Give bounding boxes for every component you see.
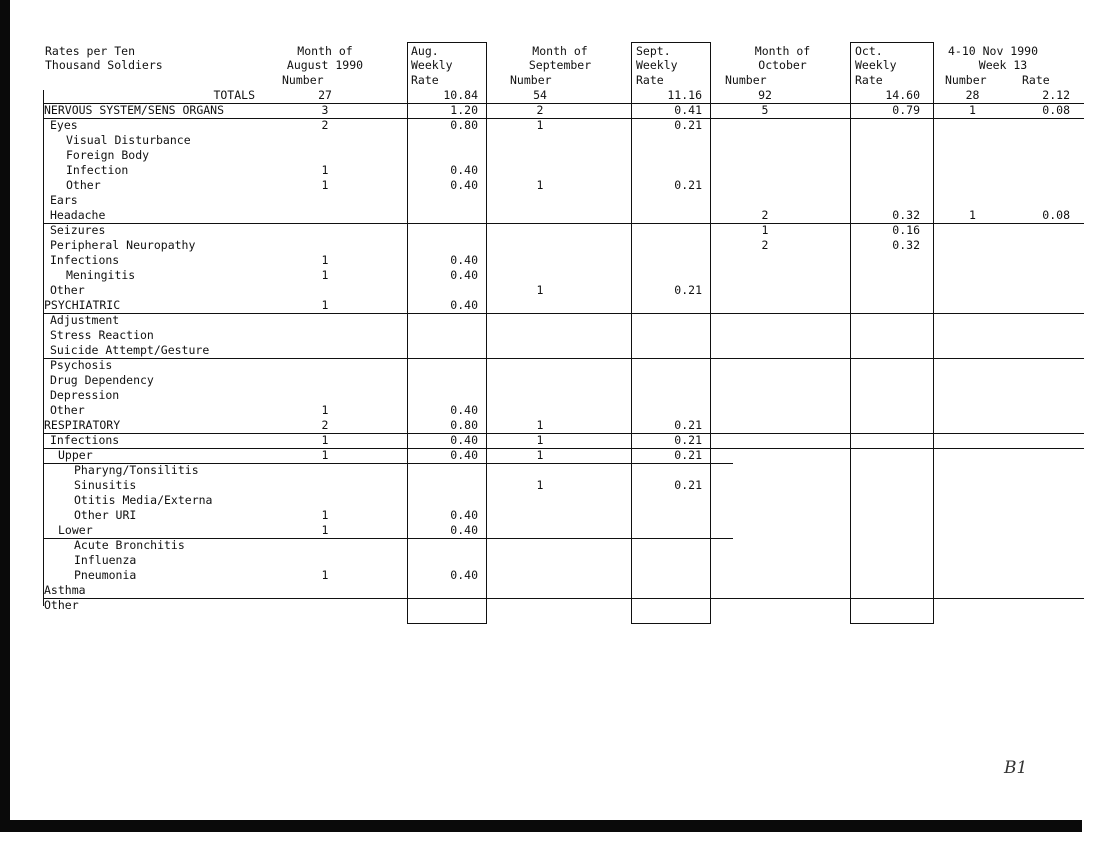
cell-aug-rate: 0.80 [450, 118, 478, 132]
sep-number-heading-2: September [528, 58, 592, 72]
aug-number-heading-1: Month of [297, 44, 353, 58]
row-label: Depression [50, 388, 120, 402]
cell-aug-num: 1 [321, 403, 329, 417]
cell-oct-rate: 0.16 [892, 223, 920, 237]
cell-aug-rate: 0.40 [450, 448, 478, 462]
nov-total-rate: 2.12 [1042, 88, 1070, 102]
sep-total-rate: 11.16 [667, 88, 702, 102]
cell-aug-rate: 0.40 [450, 508, 478, 522]
cell-sep-rate: 0.21 [674, 478, 702, 492]
table-row [0, 538, 1094, 553]
cell-oct-num: 2 [761, 238, 769, 252]
cell-sep-rate: 0.21 [674, 448, 702, 462]
table-row [0, 238, 1094, 253]
cell-sep-num: 1 [536, 448, 544, 462]
oct-total-rate: 14.60 [885, 88, 920, 102]
cell-oct-num: 2 [761, 208, 769, 222]
cell-oct-rate: 0.32 [892, 208, 920, 222]
row-label: Pneumonia [74, 568, 137, 582]
table-row [0, 508, 1094, 523]
aug-rate-heading-2: Weekly [411, 58, 453, 72]
sep-total-number: 54 [533, 88, 547, 102]
row-label: Other [44, 598, 79, 612]
table-row [0, 193, 1094, 208]
row-label: Stress Reaction [50, 328, 154, 342]
cell-aug-num: 1 [321, 433, 329, 447]
row-label: RESPIRATORY [44, 418, 121, 432]
nov-rate-heading: Rate [1022, 73, 1050, 87]
cell-aug-rate: 0.40 [450, 433, 478, 447]
row-label: Influenza [74, 553, 137, 567]
row-label: Other [50, 283, 85, 297]
aug-number-heading-2: August 1990 [286, 58, 364, 72]
cell-aug-num: 1 [321, 568, 329, 582]
table-row [0, 523, 1094, 538]
table-row [0, 163, 1094, 178]
row-label: Drug Dependency [50, 373, 154, 387]
cell-sep-rate: 0.21 [674, 418, 702, 432]
table-row [0, 478, 1094, 493]
table-row [0, 373, 1094, 388]
row-label: NERVOUS SYSTEM/SENS ORGANS [44, 103, 225, 117]
row-label: Meningitis [66, 268, 136, 282]
cell-oct-num: 1 [761, 223, 769, 237]
cell-aug-num: 1 [321, 268, 329, 282]
table-row [0, 583, 1094, 598]
row-label: Other URI [74, 508, 137, 522]
row-label: Foreign Body [66, 148, 150, 162]
cell-oct-num: 5 [761, 103, 769, 117]
cell-aug-rate: 0.40 [450, 523, 478, 537]
oct-number-heading-3: Number [725, 73, 767, 87]
table-row [0, 448, 1094, 463]
cell-aug-rate: 0.40 [450, 163, 478, 177]
table-row [0, 103, 1094, 118]
table-row [0, 403, 1094, 418]
row-label: Infections [50, 433, 120, 447]
table-row [0, 463, 1094, 478]
cell-nov-rate: 0.08 [1042, 103, 1070, 117]
table-row [0, 328, 1094, 343]
cell-aug-num: 1 [321, 163, 329, 177]
nov-total-number: 28 [965, 88, 980, 102]
row-label: Upper [58, 448, 93, 462]
cell-aug-rate: 0.40 [450, 178, 478, 192]
cell-aug-rate: 0.80 [450, 418, 478, 432]
table-row [0, 493, 1094, 508]
row-label: Otitis Media/Externa [74, 493, 213, 507]
cell-sep-num: 1 [536, 178, 544, 192]
table-row [0, 283, 1094, 298]
cell-sep-rate: 0.21 [674, 178, 702, 192]
row-label: Other [50, 403, 85, 417]
cell-aug-num: 2 [321, 118, 329, 132]
cell-sep-num: 1 [536, 418, 544, 432]
cell-aug-rate: 1.20 [450, 103, 478, 117]
cell-sep-num: 1 [536, 283, 544, 297]
row-label: Infection [66, 163, 129, 177]
sep-rate-heading-2: Weekly [636, 58, 678, 72]
aug-total-number: 27 [318, 88, 332, 102]
oct-number-heading-1: Month of [754, 44, 811, 58]
table-row [0, 553, 1094, 568]
oct-total-number: 92 [758, 88, 772, 102]
table-row [0, 298, 1094, 313]
cell-aug-rate: 0.40 [450, 253, 478, 267]
row-label: Eyes [50, 118, 78, 132]
row-label: PSYCHIATRIC [44, 298, 121, 312]
nov-number-heading: Number [945, 73, 987, 87]
table-row [0, 253, 1094, 268]
table-title-line-2: Thousand Soldiers [45, 58, 163, 72]
cell-aug-num: 2 [321, 418, 329, 432]
page-mark: B1 [1004, 758, 1028, 778]
row-label: Asthma [44, 583, 86, 597]
table-row [0, 358, 1094, 373]
table-row [0, 418, 1094, 433]
nov-heading-week: Week 13 [978, 58, 1028, 72]
cell-sep-num: 1 [536, 478, 544, 492]
table-row [0, 313, 1094, 328]
cell-aug-num: 3 [321, 103, 329, 117]
cell-sep-num: 1 [536, 118, 544, 132]
table-row [0, 268, 1094, 283]
cell-sep-num: 1 [536, 433, 544, 447]
cell-aug-num: 1 [321, 448, 329, 462]
cell-oct-rate: 0.32 [892, 238, 920, 252]
cell-aug-num: 1 [321, 523, 329, 537]
cell-aug-num: 1 [321, 298, 329, 312]
table-row [0, 388, 1094, 403]
row-label: Ears [50, 193, 78, 207]
cell-sep-rate: 0.21 [674, 118, 702, 132]
table-row [0, 598, 1094, 613]
row-label: Acute Bronchitis [74, 538, 185, 552]
table-row [0, 223, 1094, 238]
cell-oct-rate: 0.79 [892, 103, 920, 117]
sep-rate-heading-3: Rate [636, 73, 664, 87]
row-label: Suicide Attempt/Gesture [50, 343, 210, 357]
sep-rate-heading-1: Sept. [636, 44, 671, 58]
cell-nov-rate: 0.08 [1042, 208, 1070, 222]
cell-sep-rate: 0.41 [674, 103, 702, 117]
row-label: Other [66, 178, 101, 192]
table-row [0, 433, 1094, 448]
table-row [0, 343, 1094, 358]
cell-aug-num: 1 [321, 508, 329, 522]
row-label: Sinusitis [74, 478, 137, 492]
cell-aug-rate: 0.40 [450, 403, 478, 417]
row-label: Adjustment [50, 313, 120, 327]
cell-aug-num: 1 [321, 178, 329, 192]
cell-sep-num: 2 [536, 103, 544, 117]
row-label: Pharyng/Tonsilitis [74, 463, 199, 477]
aug-number-heading-3: Number [282, 73, 324, 87]
row-label: Psychosis [50, 358, 113, 372]
table-row [0, 148, 1094, 163]
aug-total-rate: 10.84 [443, 88, 478, 102]
oct-rate-heading-3: Rate [855, 73, 883, 87]
table-row [0, 133, 1094, 148]
table-row [0, 208, 1094, 223]
oct-number-heading-2: October [758, 58, 807, 72]
cell-aug-num: 1 [321, 253, 329, 267]
table-row [0, 568, 1094, 583]
table-title-line-1: Rates per Ten [45, 44, 136, 58]
cell-sep-rate: 0.21 [674, 433, 702, 447]
cell-sep-rate: 0.21 [674, 283, 702, 297]
row-label: Seizures [50, 223, 106, 237]
totals-label: TOTALS [213, 88, 255, 102]
table-row [0, 118, 1094, 133]
sep-number-heading-1: Month of [532, 44, 588, 58]
cell-nov-num: 1 [969, 103, 976, 117]
nov-heading-title: 4-10 Nov 1990 [948, 44, 1039, 58]
sep-number-heading-3: Number [510, 73, 552, 87]
cell-aug-rate: 0.40 [450, 268, 478, 282]
row-label: Peripheral Neuropathy [50, 238, 196, 252]
row-label: Infections [50, 253, 120, 267]
cell-aug-rate: 0.40 [450, 298, 478, 312]
table-row [0, 178, 1094, 193]
row-label: Lower [58, 523, 93, 537]
oct-rate-heading-1: Oct. [855, 44, 883, 58]
aug-rate-heading-1: Aug. [411, 44, 439, 58]
cell-aug-rate: 0.40 [450, 568, 478, 582]
cell-nov-num: 1 [969, 208, 976, 222]
row-label: Visual Disturbance [66, 133, 191, 147]
oct-rate-heading-2: Weekly [855, 58, 897, 72]
row-label: Headache [50, 208, 106, 222]
page-frame-bottom [0, 820, 1082, 832]
aug-rate-heading-3: Rate [411, 73, 439, 87]
